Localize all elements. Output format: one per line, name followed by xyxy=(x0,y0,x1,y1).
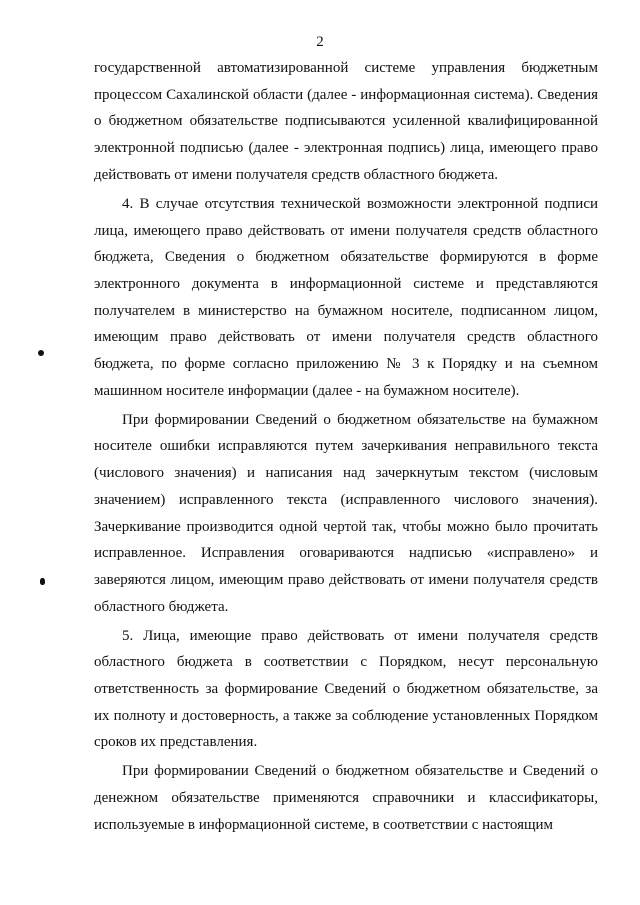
punch-hole-mark xyxy=(40,578,45,585)
paragraph-item-4: 4. В случае отсутствия технической возможности электронной подписи лица, имеющего право действовать от имени получателя средств областного бюджета, Сведения о бюджетном обязательстве формируются в форме электронного документа в информационной системе и представляются получателем в министерство на бумажном носителе, подписанном лицом, имеющим право действовать от имени получателя средств областного бюджета, по форме согласно приложению № 3 к Порядку и на съемном машинном носителе информации (далее - на бумажном носителе). xyxy=(94,195,598,399)
paragraph-item-5: 5. Лица, имеющие право действовать от имени получателя средств областного бюджета в соответствии с Порядком, несут персональную ответственность за формирование Сведений о бюджетном обязательстве, за их полноту и достоверность, а также за соблюдение установленных Порядком сроков их представления. xyxy=(94,627,598,751)
paragraph-continued: государственной автоматизированной системе управления бюджетным процессом Сахалинской области (далее - информационная система). Сведения о бюджетном обязательстве подписываются усиленной квалифицированной электронной подписью (далее - электронная подпись) лица, имеющего право действовать от имени получателя средств областного бюджета. xyxy=(94,60,598,183)
paragraph-corrections: При формировании Сведений о бюджетном обязательстве на бумажном носителе ошибки исправляются путем зачеркивания неправильного текста (числового значения) и написания над зачеркнутым текстом (числовым значением) исправленного текста (исправленного числового значения). Зачеркивание производится одной чертой так, чтобы можно было прочитать исправленное. Исправления оговариваются надписью «исправлено» и заверяются лицом, имеющим право действовать от имени получателя средств областного бюджета. xyxy=(94,411,598,615)
punch-hole-mark xyxy=(38,350,44,356)
paragraph-reference-books: При формировании Сведений о бюджетном обязательстве и Сведений о денежном обязательстве применяются справочники и классификаторы, используемые в информационной системе, в соответствии с настоящим xyxy=(94,763,598,833)
page-number: 2 xyxy=(316,34,324,50)
document-body xyxy=(94,55,598,841)
